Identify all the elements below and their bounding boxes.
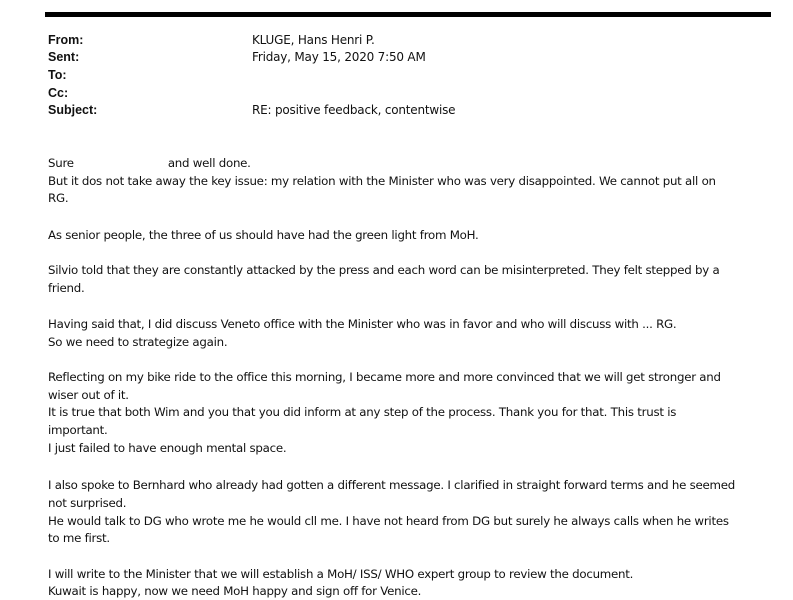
body-line: Having said that, I did discuss Veneto office with the Minister who was in favor and who will discuss with ... RG.: [48, 317, 677, 331]
subject-value: RE: positive feedback, contentwise: [252, 103, 456, 117]
subject-label: Subject:: [48, 103, 98, 117]
body-line: wiser out of it.: [48, 388, 129, 402]
from-value: KLUGE, Hans Henri P.: [252, 33, 375, 47]
cc-label: Cc:: [48, 86, 69, 100]
sent-label: Sent:: [48, 50, 80, 64]
body-line: Kuwait is happy, now we need MoH happy and sign off for Venice.: [48, 584, 422, 598]
to-label: To:: [48, 68, 67, 82]
body-line: RG.: [48, 191, 69, 205]
body-line: not surprised.: [48, 496, 127, 510]
body-text: Sure: [48, 156, 74, 170]
body-line: [48, 155, 251, 172]
body-line: So we need to strategize again.: [48, 335, 228, 349]
body-line: important.: [48, 423, 108, 437]
header-rule: [45, 12, 771, 17]
body-line: Reflecting on my bike ride to the office this morning, I became more and more convinced that we will get stronger and: [48, 370, 721, 384]
body-text: and well done.: [167, 156, 251, 170]
body-line: I just failed to have enough mental space.: [48, 441, 287, 455]
sent-value: Friday, May 15, 2020 7:50 AM: [252, 50, 426, 64]
body-line: It is true that both Wim and you that you did inform at any step of the process. Thank you for that. This trust is: [48, 405, 677, 419]
from-label: From:: [48, 33, 84, 47]
body-line: Silvio told that they are constantly attacked by the press and each word can be misinterpreted. They felt stepped by a: [48, 263, 720, 277]
body-line: I also spoke to Bernhard who already had gotten a different message. I clarified in straight forward terms and he seemed: [48, 478, 736, 492]
body-line: friend.: [48, 281, 85, 295]
body-line: As senior people, the three of us should have had the green light from MoH.: [48, 228, 479, 242]
body-line: I will write to the Minister that we will establish a MoH/ ISS/ WHO expert group to review the document.: [48, 567, 634, 581]
body-line: to me first.: [48, 531, 110, 545]
body-line: But it dos not take away the key issue: my relation with the Minister who was very disappointed. We cannot put all on: [48, 174, 716, 188]
body-line: He would talk to DG who wrote me he would cll me. I have not heard from DG but surely he always calls when he writes: [48, 514, 729, 528]
